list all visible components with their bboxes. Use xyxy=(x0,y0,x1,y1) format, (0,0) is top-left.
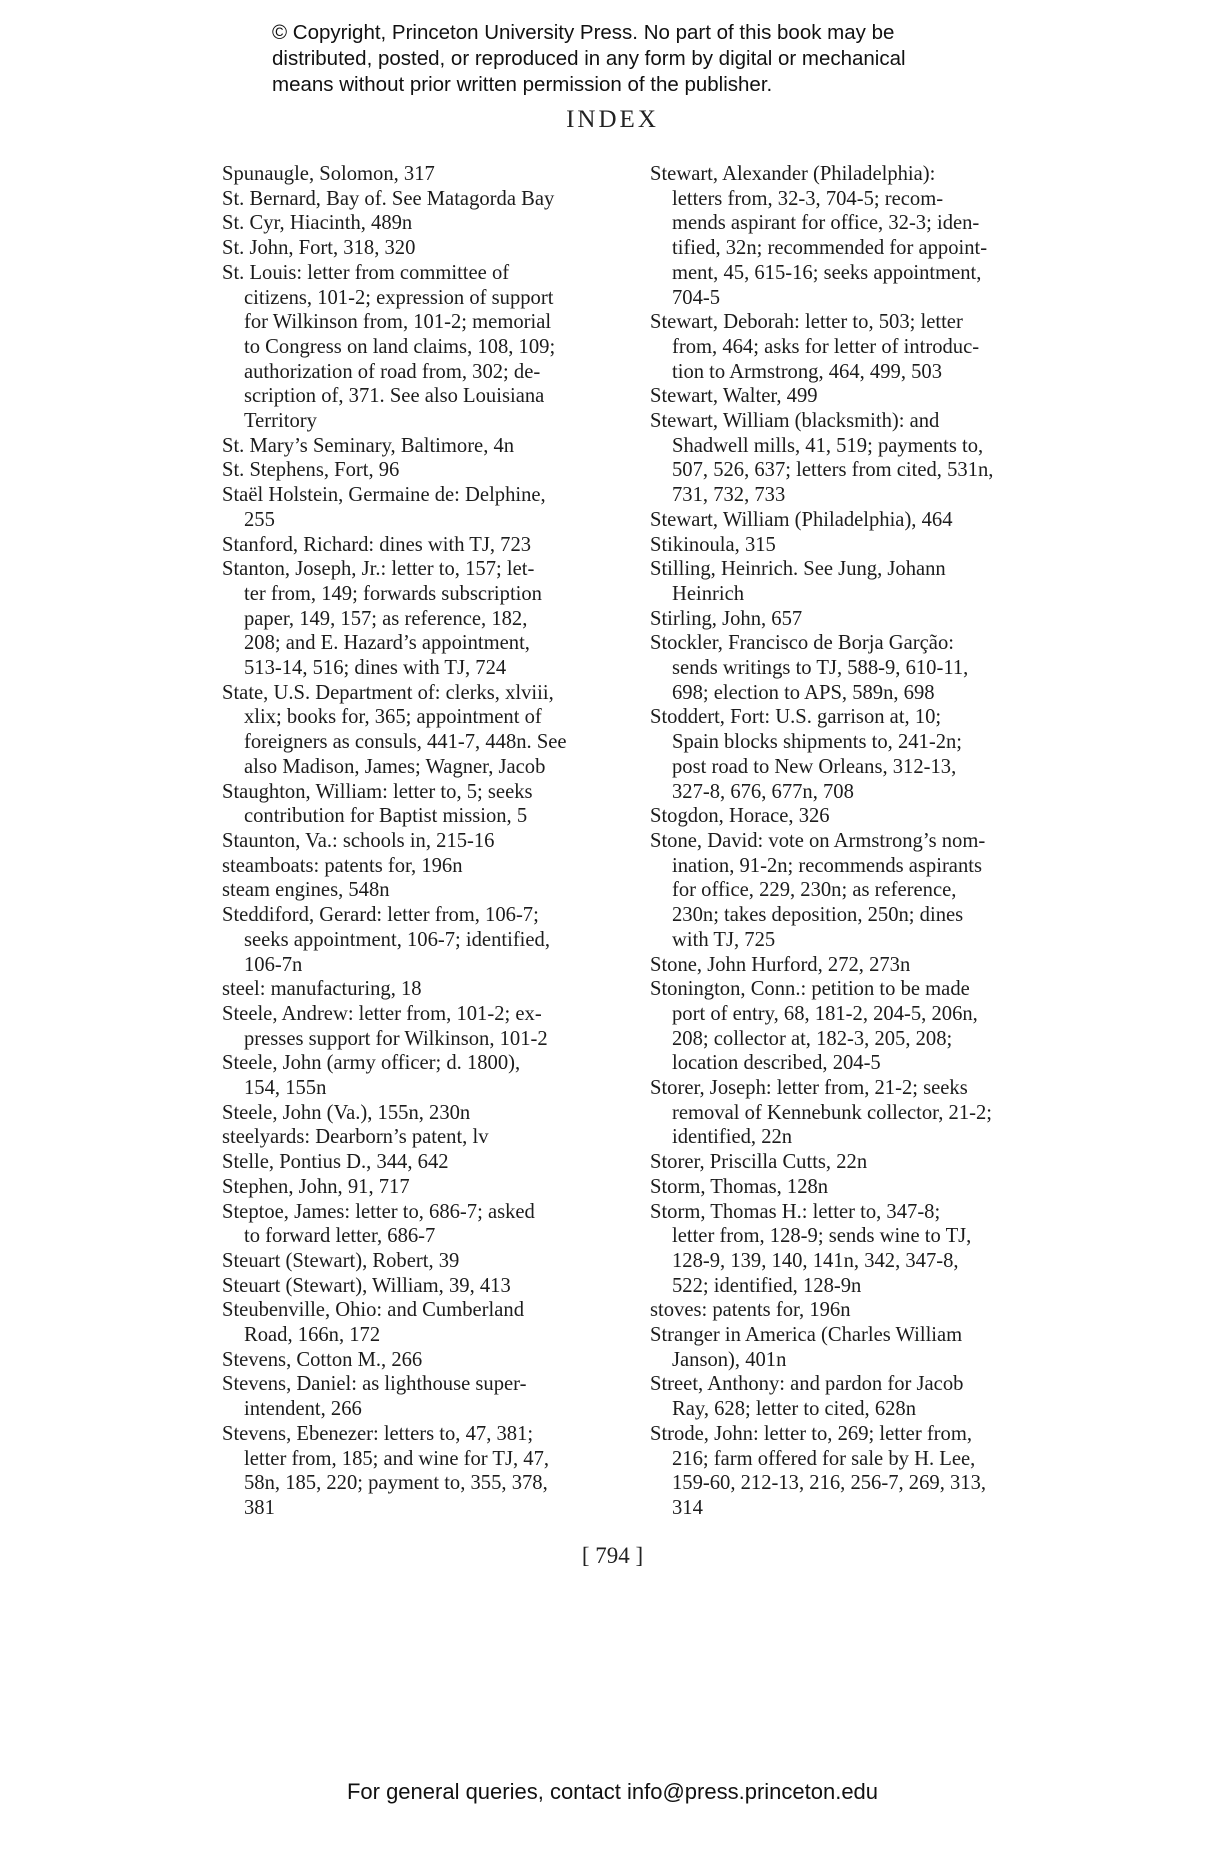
index-entry-line: Stone, John Hurford, 272, 273n xyxy=(650,953,911,976)
index-entry xyxy=(222,533,622,558)
index-entry-line: to Congress on land claims, 108, 109; xyxy=(244,335,556,358)
index-entry-line: Ray, 628; letter to cited, 628n xyxy=(672,1398,917,1421)
index-entry-line: Spain blocks shipments to, 241-2n; xyxy=(672,731,963,754)
index-entry xyxy=(222,1200,622,1249)
index-entry xyxy=(650,829,1050,953)
index-entry-line: Stewart, William (blacksmith): and xyxy=(650,410,940,433)
copyright-line: distributed, posted, or reproduced in any form by digital or mechanical xyxy=(272,47,906,70)
index-entry-line: Staughton, William: letter to, 5; seeks xyxy=(222,780,533,803)
index-entry-line: Territory xyxy=(244,410,317,433)
index-entry-line: 58n, 185, 220; payment to, 355, 378, xyxy=(244,1472,548,1495)
index-entry-line: St. John, Fort, 318, 320 xyxy=(222,237,416,260)
index-entry-line: for office, 229, 230n; as reference, xyxy=(672,879,957,902)
index-entry-line: 507, 526, 637; letters from cited, 531n, xyxy=(672,459,994,482)
index-entry xyxy=(650,804,1050,829)
page-number: [ 794 ] xyxy=(581,1543,644,1568)
index-entry xyxy=(222,1422,622,1521)
index-entry-line: Steele, John (army officer; d. 1800), xyxy=(222,1052,521,1075)
index-entry-line: Steddiford, Gerard: letter from, 106-7; xyxy=(222,904,539,927)
index-entry-line: Steele, John (Va.), 155n, 230n xyxy=(222,1101,471,1124)
index-entry-line: 154, 155n xyxy=(244,1077,327,1100)
index-entry xyxy=(650,705,1050,804)
index-entry-line: Stewart, Alexander (Philadelphia): xyxy=(650,163,936,185)
index-entry-line: 731, 732, 733 xyxy=(672,484,786,507)
index-entry xyxy=(650,1076,1050,1150)
index-entry xyxy=(650,1323,1050,1372)
page-title: INDEX xyxy=(566,106,659,133)
index-entry-line: tified, 32n; recommended for appoint- xyxy=(672,237,988,260)
index-entry-line: 128-9, 139, 140, 141n, 342, 347-8, xyxy=(672,1249,959,1272)
index-entry xyxy=(222,1298,622,1347)
index-entry xyxy=(222,681,622,780)
index-entry-line: Storer, Priscilla Cutts, 22n xyxy=(650,1151,868,1174)
index-entry-line: intendent, 266 xyxy=(244,1398,362,1421)
index-entry-line: Stone, David: vote on Armstrong’s nom- xyxy=(650,829,986,852)
index-entry xyxy=(222,211,622,236)
index-entry-line: 159-60, 212-13, 216, 256-7, 269, 313, xyxy=(672,1472,987,1495)
copyright-line: means without prior written permission of the publisher. xyxy=(272,73,773,96)
index-entry-line: letters from, 32-3, 704-5; recom- xyxy=(672,187,944,210)
index-entry xyxy=(222,1002,622,1051)
index-entry xyxy=(222,236,622,261)
index-entry-line: 522; identified, 128-9n xyxy=(672,1274,862,1297)
index-entry-line: Heinrich xyxy=(672,582,745,605)
index-entry-line: Stirling, John, 657 xyxy=(650,607,803,630)
index-entry-line: Steele, Andrew: letter from, 101-2; ex- xyxy=(222,1002,542,1025)
index-entry-line: Staunton, Va.: schools in, 215-16 xyxy=(222,829,495,852)
index-entry-line: Stevens, Cotton M., 266 xyxy=(222,1348,423,1371)
index-entry-line: State, U.S. Department of: clerks, xlviii, xyxy=(222,681,554,704)
index-entry-line: for Wilkinson from, 101-2; memorial xyxy=(244,311,552,334)
index-entry-line: Shadwell mills, 41, 519; payments to, xyxy=(672,434,984,457)
index-entry xyxy=(650,310,1050,384)
index-entry-line: tion to Armstrong, 464, 499, 503 xyxy=(672,360,943,383)
index-entry xyxy=(222,434,622,459)
index-entry xyxy=(650,953,1050,978)
copyright-line: © Copyright, Princeton University Press. No part of this book may be xyxy=(272,21,895,44)
index-entry xyxy=(222,162,622,187)
index-column-right xyxy=(650,162,1050,1521)
index-entry xyxy=(650,533,1050,558)
index-entry-line: ter from, 149; forwards subscription xyxy=(244,582,542,605)
index-entry-line: 216; farm offered for sale by H. Lee, xyxy=(672,1447,976,1470)
index-entry-line: scription of, 371. See also Louisiana xyxy=(244,385,545,408)
index-entry-line: from, 464; asks for letter of introduc- xyxy=(672,335,980,358)
index-entry-line: 381 xyxy=(244,1496,275,1519)
index-entry-line: Janson), 401n xyxy=(672,1348,787,1371)
index-entry-line: location described, 204-5 xyxy=(672,1052,881,1075)
index-entry-line: Stanford, Richard: dines with TJ, 723 xyxy=(222,533,532,556)
index-entry-line: foreigners as consuls, 441-7, 448n. See xyxy=(244,731,567,754)
index-entry xyxy=(222,1125,622,1150)
index-entry-line: Street, Anthony: and pardon for Jacob xyxy=(650,1373,964,1396)
index-entry xyxy=(650,1200,1050,1299)
index-column-left xyxy=(222,162,622,1521)
index-entry xyxy=(222,483,622,532)
copyright-notice xyxy=(272,20,992,98)
index-entry xyxy=(650,508,1050,533)
index-entry-line: Stevens, Daniel: as lighthouse super- xyxy=(222,1373,527,1396)
index-entry-line: steel: manufacturing, 18 xyxy=(222,978,422,1001)
index-entry xyxy=(222,1274,622,1299)
index-entry-line: 704-5 xyxy=(672,286,721,309)
index-entry-line: Stogdon, Horace, 326 xyxy=(650,805,830,828)
index-entry-line: post road to New Orleans, 312-13, xyxy=(672,755,957,778)
index-entry-line: Storm, Thomas H.: letter to, 347-8; xyxy=(650,1200,941,1223)
index-entry-line: seeks appointment, 106-7; identified, xyxy=(244,928,550,951)
index-entry-line: 513-14, 516; dines with TJ, 724 xyxy=(244,657,507,680)
index-entry-line: removal of Kennebunk collector, 21-2; xyxy=(672,1101,992,1124)
index-entry xyxy=(222,780,622,829)
index-entry-line: mends aspirant for office, 32-3; iden- xyxy=(672,212,980,235)
index-entry-line: 327-8, 676, 677n, 708 xyxy=(672,780,854,803)
index-entry xyxy=(650,977,1050,1076)
index-entry xyxy=(222,829,622,854)
index-entry xyxy=(222,1150,622,1175)
index-entry-line: sends writings to TJ, 588-9, 610-11, xyxy=(672,657,969,680)
index-entry-line: 698; election to APS, 589n, 698 xyxy=(672,681,935,704)
index-entry-line: Stranger in America (Charles William xyxy=(650,1324,963,1347)
index-entry-line: authorization of road from, 302; de- xyxy=(244,360,541,383)
index-entry-line: St. Mary’s Seminary, Baltimore, 4n xyxy=(222,434,515,457)
index-entry-line: Stelle, Pontius D., 344, 642 xyxy=(222,1151,449,1174)
index-entry xyxy=(650,1175,1050,1200)
index-entry xyxy=(650,631,1050,705)
index-entry xyxy=(222,187,622,212)
index-entry-line: xlix; books for, 365; appointment of xyxy=(244,706,542,729)
index-entry-line: 230n; takes deposition, 250n; dines xyxy=(672,904,964,927)
index-entry xyxy=(650,1298,1050,1323)
index-entry-line: St. Cyr, Hiacinth, 489n xyxy=(222,212,413,235)
index-entry-line: Stikinoula, 315 xyxy=(650,533,776,556)
index-entry-line: Steptoe, James: letter to, 686-7; asked xyxy=(222,1200,535,1223)
index-entry xyxy=(222,1249,622,1274)
index-entry-line: 255 xyxy=(244,508,275,531)
index-entry xyxy=(222,458,622,483)
index-entry xyxy=(222,557,622,681)
index-entry-line: Stoddert, Fort: U.S. garrison at, 10; xyxy=(650,706,942,729)
footer-contact: For general queries, contact info@press.princeton.edu xyxy=(346,1779,879,1804)
index-entry xyxy=(650,384,1050,409)
index-entry-line: Road, 166n, 172 xyxy=(244,1324,381,1347)
index-entry-line: steamboats: patents for, 196n xyxy=(222,854,463,877)
index-entry-line: port of entry, 68, 181-2, 204-5, 206n, xyxy=(672,1002,978,1025)
index-entry-line: also Madison, James; Wagner, Jacob xyxy=(244,755,546,778)
index-entry-line: Stilling, Heinrich. See Jung, Johann xyxy=(650,558,946,581)
index-entry-line: St. Louis: letter from committee of xyxy=(222,261,510,284)
index-entry-line: paper, 149, 157; as reference, 182, xyxy=(244,607,528,630)
index-entry-line: St. Stephens, Fort, 96 xyxy=(222,459,400,482)
index-entry-line: Steuart (Stewart), Robert, 39 xyxy=(222,1249,460,1272)
index-entry-line: identified, 22n xyxy=(672,1126,793,1149)
index-entry-line: contribution for Baptist mission, 5 xyxy=(244,805,528,828)
index-entry xyxy=(222,1372,622,1421)
index-entry-line: citizens, 101-2; expression of support xyxy=(244,286,554,309)
index-entry xyxy=(650,409,1050,508)
index-entry-line: steam engines, 548n xyxy=(222,879,390,902)
index-entry xyxy=(222,1051,622,1100)
index-entry-line: St. Bernard, Bay of. See Matagorda Bay xyxy=(222,187,555,210)
index-entry-line: 208; collector at, 182-3, 205, 208; xyxy=(672,1027,953,1050)
index-entry xyxy=(650,162,1050,310)
index-entry xyxy=(650,557,1050,606)
index-entry-line: Stevens, Ebenezer: letters to, 47, 381; xyxy=(222,1422,534,1445)
index-entry-line: Storm, Thomas, 128n xyxy=(650,1175,829,1198)
index-entry-line: letter from, 185; and wine for TJ, 47, xyxy=(244,1447,550,1470)
index-entry-line: steelyards: Dearborn’s patent, lv xyxy=(222,1126,489,1149)
index-entry-line: Steubenville, Ohio: and Cumberland xyxy=(222,1299,524,1322)
index-entry-line: Spunaugle, Solomon, 317 xyxy=(222,163,435,185)
index-entry xyxy=(222,1348,622,1373)
index-entry xyxy=(222,878,622,903)
index-entry xyxy=(222,903,622,977)
index-entry-line: Steuart (Stewart), William, 39, 413 xyxy=(222,1274,511,1297)
index-entry-line: letter from, 128-9; sends wine to TJ, xyxy=(672,1225,972,1248)
index-entry xyxy=(222,1175,622,1200)
index-entry-line: Staël Holstein, Germaine de: Delphine, xyxy=(222,484,546,507)
index-entry-line: ment, 45, 615-16; seeks appointment, xyxy=(672,261,982,284)
index-entry xyxy=(222,1101,622,1126)
index-entry xyxy=(222,854,622,879)
index-entry-line: Strode, John: letter to, 269; letter from, xyxy=(650,1422,972,1445)
index-entry-line: Stephen, John, 91, 717 xyxy=(222,1175,410,1198)
index-entry-line: presses support for Wilkinson, 101-2 xyxy=(244,1027,548,1050)
index-entry-line: Stonington, Conn.: petition to be made xyxy=(650,978,970,1001)
index-entry-line: to forward letter, 686-7 xyxy=(244,1225,436,1248)
index-entry-line: 106-7n xyxy=(244,953,303,976)
index-entry-line: ination, 91-2n; recommends aspirants xyxy=(672,854,982,877)
index-entry-line: Stanton, Joseph, Jr.: letter to, 157; let- xyxy=(222,558,535,581)
index-entry-line: with TJ, 725 xyxy=(672,928,776,951)
index-entry xyxy=(222,977,622,1002)
index-entry-line: Stewart, William (Philadelphia), 464 xyxy=(650,508,953,531)
index-entry xyxy=(650,1422,1050,1521)
index-entry-line: Stockler, Francisco de Borja Garção: xyxy=(650,632,954,655)
index-entry-line: Storer, Joseph: letter from, 21-2; seeks xyxy=(650,1077,968,1100)
index-entry xyxy=(650,1150,1050,1175)
index-entry xyxy=(650,1372,1050,1421)
index-entry-line: 314 xyxy=(672,1496,703,1519)
index-entry-line: Stewart, Deborah: letter to, 503; letter xyxy=(650,311,963,334)
index-entry-line: Stewart, Walter, 499 xyxy=(650,385,818,408)
index-entry xyxy=(650,607,1050,632)
index-entry-line: stoves: patents for, 196n xyxy=(650,1299,851,1322)
index-entry xyxy=(222,261,622,434)
index-entry-line: 208; and E. Hazard’s appointment, xyxy=(244,632,530,655)
